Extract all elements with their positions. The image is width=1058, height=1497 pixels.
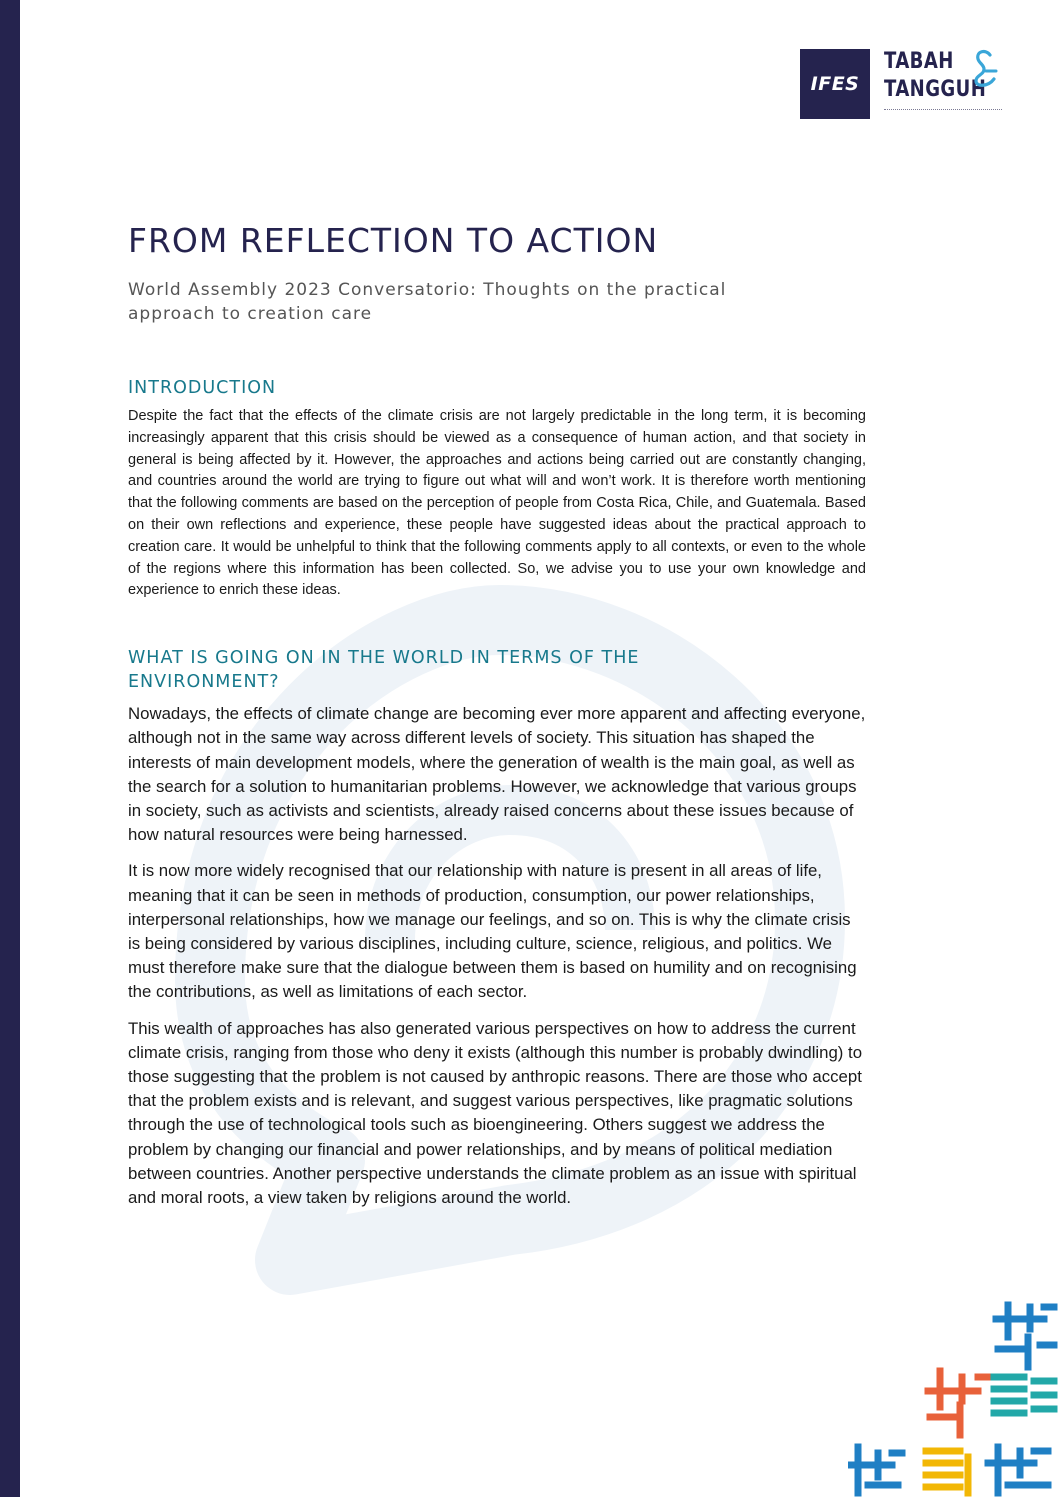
ampersand-icon: [972, 49, 1000, 87]
page-title: FROM REFLECTION TO ACTION: [128, 221, 659, 260]
page-subtitle: World Assembly 2023 Conversatorio: Thoughts on the practical approach to creation care: [128, 280, 727, 324]
left-accent-bar: [0, 0, 20, 1497]
introduction-paragraph: Despite the fact that the effects of the climate crisis are not largely predictable in the long term, it is becoming increasingly apparent that this crisis should be viewed as a consequence of human action, and that society in general is being affected by it. However, the approaches and actions being carried out are constantly changing, and countries around the world are trying to figure out what will and won’t work. It is therefore worth mentioning that the following comments are based on the perception of people from Costa Rica, Chile, and Guatemala. Based on their own reflections and experience, these people have suggested ideas about the practical approach to creation care. It would be unhelpful to think that the following comments apply to all contexts, or even to the whole of the regions where this information has been collected. So, we advise you to use your own knowledge and experience to enrich these ideas.: [128, 408, 866, 599]
ifes-logo: IFES: [800, 49, 870, 119]
logo-tagline: [884, 109, 1002, 114]
world-paragraph-3: This wealth of approaches has also generated various perspectives on how to address the current climate crisis, ranging from those who deny it exists (although this number is probably dwindling) to those suggesting that the problem is not caused by anthropic reasons. There are those who accept that the problem exists and is relevant, and suggest various perspectives, like pragmatic solutions through the use of technological tools such as bioengineering. Others suggest we address the problem by changing our financial and power relationships, and by means of political mediation between countries. Another perspective understands the climate problem as an issue with spiritual and moral roots, a view taken by religions around the world.: [128, 1018, 863, 1208]
header-logos: [800, 48, 1002, 120]
document-content: [128, 218, 866, 1210]
introduction-heading: INTRODUCTION: [128, 378, 277, 398]
world-paragraph-2: It is now more widely recognised that our relationship with nature is present in all areas of life, meaning that it can be seen in methods of production, consumption, our power relationships, interpersonal relationships, how we manage our feelings, and so on. This is why the climate crisis is being considered by various disciplines, including culture, science, religious, and politics. We must therefore make sure that the dialogue between them is based on humility and on recognising the contributions, as well as limitations of each sector.: [128, 861, 857, 1002]
world-paragraph-1: Nowadays, the effects of climate change are becoming ever more apparent and affecting everyone, although not in the same way across different levels of society. This situation has shaped the interests of main development models, where the generation of wealth is the main goal, as well as the search for a solution to humanitarian problems. However, we acknowledge that various groups in society, such as activists and scientists, already raised concerns about these issues because of how natural resources were being harnessed.: [128, 704, 866, 845]
tabah-tangguh-logo: TABAH TANGGUH: [884, 49, 1002, 119]
world-section-heading: WHAT IS GOING ON IN THE WORLD IN TERMS OF THE ENVIRONMENT?: [128, 648, 640, 693]
decorative-pattern: [848, 1297, 1058, 1497]
